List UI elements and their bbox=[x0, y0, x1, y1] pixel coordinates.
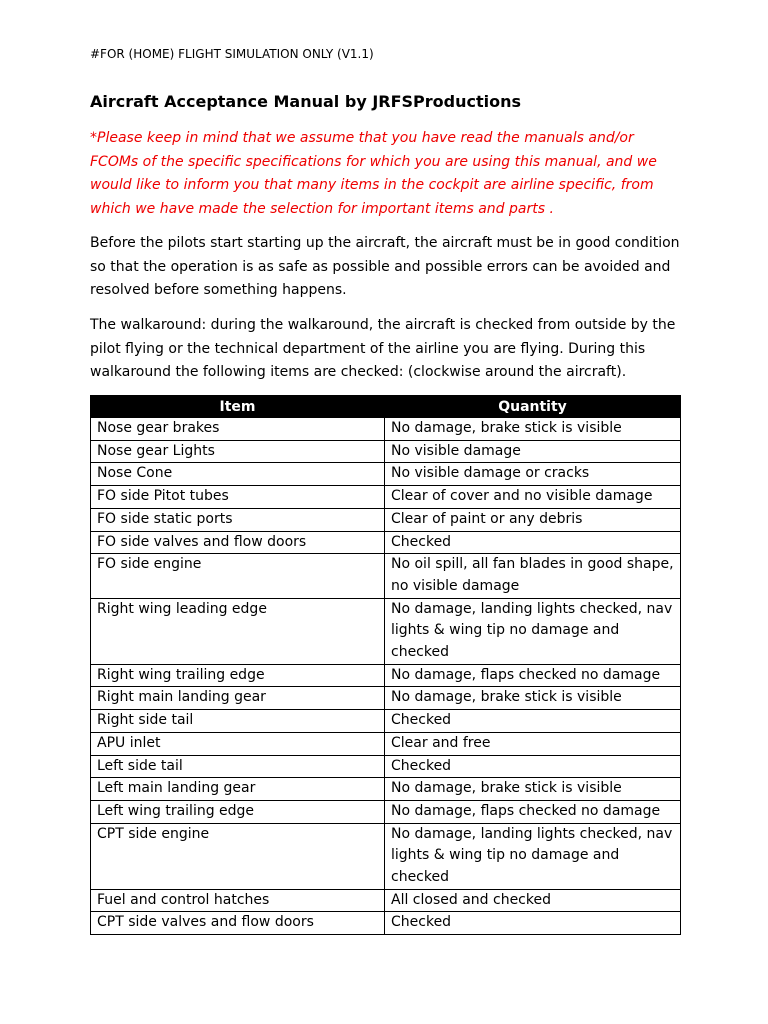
cell-quantity: No visible damage or cracks bbox=[385, 463, 681, 486]
cell-quantity: Checked bbox=[385, 710, 681, 733]
cell-item: Right main landing gear bbox=[91, 687, 385, 710]
table-row bbox=[91, 664, 681, 687]
cell-item: FO side engine bbox=[91, 554, 385, 598]
walkaround-paragraph: The walkaround: during the walkaround, the aircraft is checked from outside by the pilot flying or the technical department of the airline you are flying. During this walkaround the following items are checked: (clockwise around the aircraft). bbox=[90, 317, 676, 380]
cell-item: Nose Cone bbox=[91, 463, 385, 486]
cell-item: Left main landing gear bbox=[91, 778, 385, 801]
table-header-row bbox=[91, 396, 681, 418]
cell-item: CPT side valves and flow doors bbox=[91, 912, 385, 935]
cell-item: FO side valves and flow doors bbox=[91, 531, 385, 554]
table-row bbox=[91, 755, 681, 778]
disclaimer-text: *Please keep in mind that we assume that you have read the manuals and/or FCOMs of the specific specifications for which you are using this manual, and we would like to inform you that many items in the cockpit are airline specific, from which we have made the selection for important items and parts . bbox=[90, 130, 657, 218]
cell-quantity: Clear of paint or any debris bbox=[385, 508, 681, 531]
table-row bbox=[91, 912, 681, 935]
cell-quantity: No damage, brake stick is visible bbox=[385, 418, 681, 441]
intro-paragraph: Before the pilots start starting up the aircraft, the aircraft must be in good condition so that the operation is as safe as possible and possible errors can be avoided and resolved before something happens. bbox=[90, 235, 680, 298]
cell-quantity: No oil spill, all fan blades in good shape, no visible damage bbox=[385, 554, 681, 598]
table-row bbox=[91, 687, 681, 710]
cell-quantity: No damage, landing lights checked, nav lights & wing tip no damage and checked bbox=[385, 598, 681, 664]
table-row bbox=[91, 598, 681, 664]
cell-quantity: Checked bbox=[385, 755, 681, 778]
cell-item: Right wing leading edge bbox=[91, 598, 385, 664]
cell-quantity: All closed and checked bbox=[385, 889, 681, 912]
cell-quantity: No damage, flaps checked no damage bbox=[385, 800, 681, 823]
cell-item: APU inlet bbox=[91, 732, 385, 755]
cell-item: CPT side engine bbox=[91, 823, 385, 889]
walkaround-checklist-table bbox=[90, 395, 681, 935]
table-row bbox=[91, 508, 681, 531]
cell-quantity: Clear of cover and no visible damage bbox=[385, 486, 681, 509]
cell-quantity: Checked bbox=[385, 912, 681, 935]
table-row bbox=[91, 418, 681, 441]
table-row bbox=[91, 440, 681, 463]
table-row bbox=[91, 778, 681, 801]
column-header-item: Item bbox=[91, 396, 385, 418]
cell-item: Left side tail bbox=[91, 755, 385, 778]
cell-item: Fuel and control hatches bbox=[91, 889, 385, 912]
cell-quantity: No damage, brake stick is visible bbox=[385, 687, 681, 710]
cell-quantity: Clear and free bbox=[385, 732, 681, 755]
header-note: #FOR (HOME) FLIGHT SIMULATION ONLY (V1.1) bbox=[90, 47, 374, 61]
table-row bbox=[91, 732, 681, 755]
cell-item: Right wing trailing edge bbox=[91, 664, 385, 687]
cell-quantity: No damage, flaps checked no damage bbox=[385, 664, 681, 687]
column-header-quantity: Quantity bbox=[385, 396, 681, 418]
cell-item: Right side tail bbox=[91, 710, 385, 733]
table-row bbox=[91, 531, 681, 554]
cell-quantity: No damage, brake stick is visible bbox=[385, 778, 681, 801]
table-row bbox=[91, 554, 681, 598]
table-row bbox=[91, 823, 681, 889]
table-body bbox=[91, 418, 681, 935]
cell-item: FO side Pitot tubes bbox=[91, 486, 385, 509]
table-row bbox=[91, 800, 681, 823]
document-title: Aircraft Acceptance Manual by JRFSProductions bbox=[90, 92, 522, 111]
cell-item: FO side static ports bbox=[91, 508, 385, 531]
cell-quantity: No visible damage bbox=[385, 440, 681, 463]
cell-item: Nose gear brakes bbox=[91, 418, 385, 441]
table-row bbox=[91, 889, 681, 912]
table-row bbox=[91, 710, 681, 733]
table-row bbox=[91, 463, 681, 486]
cell-item: Nose gear Lights bbox=[91, 440, 385, 463]
cell-quantity: Checked bbox=[385, 531, 681, 554]
cell-item: Left wing trailing edge bbox=[91, 800, 385, 823]
cell-quantity: No damage, landing lights checked, nav lights & wing tip no damage and checked bbox=[385, 823, 681, 889]
table-row bbox=[91, 486, 681, 509]
